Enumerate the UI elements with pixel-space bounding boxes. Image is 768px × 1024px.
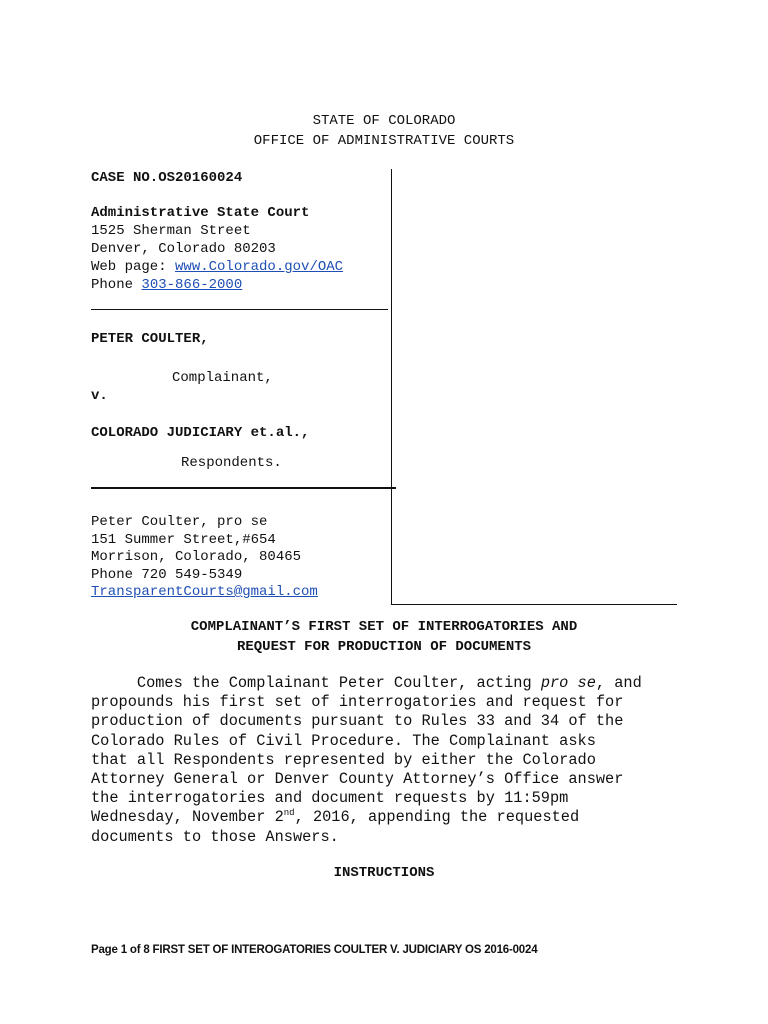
header-state: STATE OF COLORADO [312,113,456,129]
web-label: Web page: [91,259,176,275]
footer-page-prefix: Page [91,944,121,956]
filer-name: Peter Coulter, pro se [91,514,268,530]
court-street: 1525 Sherman Street [91,223,251,239]
phone-label: Phone [91,277,142,293]
footer-page-number: 1 [120,944,127,956]
document-title-line2: REQUEST FOR PRODUCTION OF DOCUMENTS [236,639,532,655]
respondent-name: COLORADO JUDICIARY et.al., [91,425,310,441]
complainant-name: PETER COULTER, [91,331,209,347]
respondent-role: Respondents. [181,455,282,471]
footer-of: of [126,944,144,956]
page-footer [91,944,537,956]
web-link[interactable]: www.Colorado.gov/OAC [175,259,344,275]
document-title-line1: COMPLAINANT’S FIRST SET OF INTERROGATORIES AND [190,619,578,635]
filer-email-link[interactable]: TransparentCourts@gmail.com [91,584,318,600]
phone-link[interactable]: 303-866-2000 [141,277,243,293]
complainant-role: Complainant, [172,370,273,386]
caption-vertical-rule [391,169,392,604]
filer-street: 151 Summer Street,#654 [91,532,276,548]
caption-divider-right [391,604,677,605]
court-web [91,259,343,275]
caption-divider-thin [91,309,388,310]
court-name: Administrative State Court [91,205,310,221]
case-number: CASE NO.OS20160024 [91,170,243,186]
body-paragraph: Comes the Complainant Peter Coulter, acting pro se, and propounds his first set of interrogatories and request for production of documents pursuant to Rules 33 and 34 of the Colorado Rules of Civil Procedure. The Complainant asks that all Respondents represented by either the Colorado Attorney General or Denver County Attorney’s Office answer the interrogatories and document requests by 11:59pm Wednesday, November 2nd, 2016, appending the requested documents to those Answers. [91,674,642,846]
footer-page-total: 8 [143,944,150,956]
filer-phone: Phone 720 549-5349 [91,567,243,583]
filer-city: Morrison, Colorado, 80465 [91,549,302,565]
versus: v. [91,388,108,404]
court-city: Denver, Colorado 80203 [91,241,276,257]
caption-divider-thick [91,487,396,489]
header-office: OFFICE OF ADMINISTRATIVE COURTS [253,133,515,149]
court-phone [91,277,242,293]
footer-text: FIRST SET OF INTEROGATORIES COULTER V. JUDICIARY OS 2016-0024 [149,944,538,956]
section-heading-instructions: INSTRUCTIONS [333,865,435,881]
